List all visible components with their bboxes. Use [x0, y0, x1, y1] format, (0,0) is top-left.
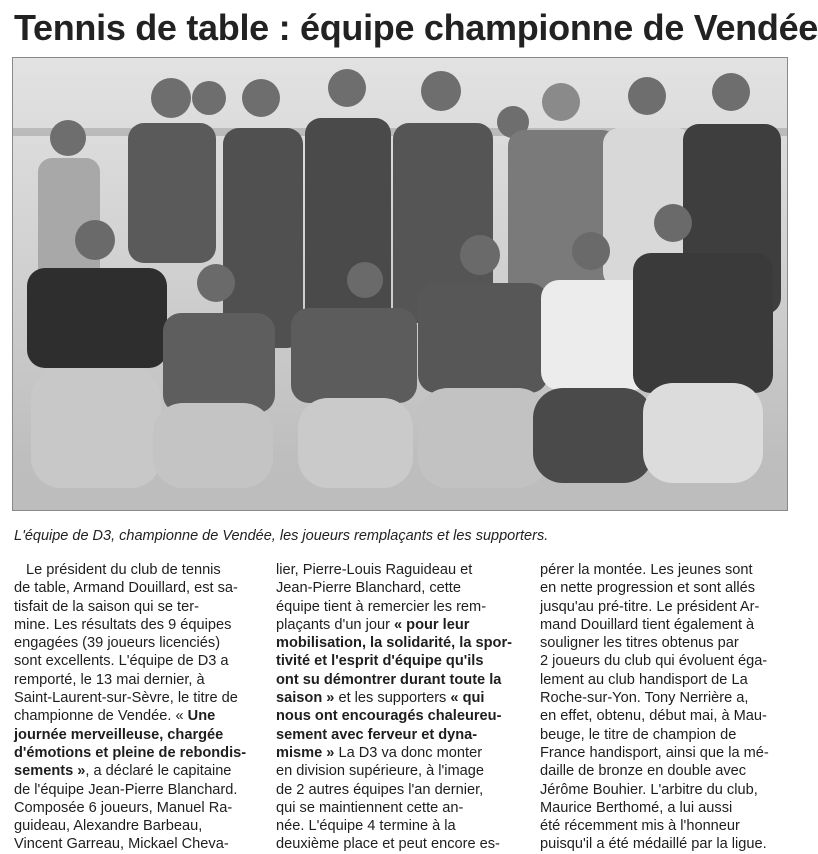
article-column-1 [14, 561, 264, 853]
text-line: nous ont encouragés chaleureu- [276, 708, 502, 725]
team-photo-illustration [13, 58, 787, 510]
text-line: lement au club handisport de La [540, 671, 748, 688]
text-line: Le président du club de tennis [26, 562, 221, 578]
text-line: sements », a déclaré le capitaine [14, 763, 232, 780]
article-column-2 [276, 561, 526, 853]
text-line: Composée 6 joueurs, Manuel Ra- [14, 799, 233, 816]
text-line: guideau, Alexandre Barbeau, [14, 818, 203, 835]
text-line: sement avec ferveur et dyna- [276, 726, 478, 743]
text-line: mand Douillard tient également à [540, 616, 755, 633]
text-line: mobilisation, la solidarité, la spor- [276, 635, 512, 652]
text-line: Jérôme Bouhier. L'arbitre du club, [540, 781, 758, 798]
text-line: en effet, obtenu, début mai, à Mau- [540, 708, 767, 725]
text-line: de 2 autres équipes l'an dernier, [276, 781, 484, 798]
text-line: Jean-Pierre Blanchard, cette [276, 580, 461, 597]
text-line: Roche-sur-Yon. Tony Nerrière a, [540, 690, 749, 707]
text-line: en division supérieure, à l'image [276, 763, 485, 780]
text-line: lier, Pierre-Louis Raguideau et [276, 562, 473, 578]
text-line: été récemment mis à l'honneur [540, 818, 740, 835]
text-line: d'émotions et pleine de rebondis- [14, 744, 247, 761]
text-line: qui se maintiennent cette an- [276, 799, 464, 816]
text-line: née. L'équipe 4 termine à la [276, 818, 456, 835]
text-line: en nette progression et sont allés [540, 580, 755, 597]
text-line: journée merveilleuse, chargée [14, 726, 224, 743]
text-line: tisfait de la saison qui se ter- [14, 598, 199, 615]
text-line: puisqu'il a été médaillé par la ligue. [540, 836, 767, 853]
text-line: tivité et l'esprit d'équipe qu'ils [276, 653, 484, 670]
text-line: équipe tient à remercier les rem- [276, 598, 487, 615]
text-line: 2 joueurs du club qui évoluent éga- [540, 653, 768, 670]
text-line: misme » La D3 va donc monter [276, 744, 483, 761]
text-line: souligner les titres obtenus par [540, 635, 739, 652]
article-headline: Tennis de table : équipe championne de Vendée [14, 7, 818, 48]
text-line: saison » et les supporters « qui [276, 690, 485, 707]
text-line: France handisport, ainsi que la mé- [540, 744, 769, 761]
text-line: Saint-Laurent-sur-Sèvre, le titre de [14, 690, 238, 707]
photo-caption: L'équipe de D3, championne de Vendée, les joueurs remplaçants et les supporters. [14, 528, 549, 544]
text-line: sont excellents. L'équipe de D3 a [14, 653, 229, 670]
text-line: remporté, le 13 mai dernier, à [14, 671, 205, 688]
text-line: de l'équipe Jean-Pierre Blanchard. [14, 781, 238, 798]
text-line: beuge, le titre de champion de [540, 726, 737, 743]
text-line: deuxième place et peut encore es- [276, 836, 500, 853]
text-line: jusqu'au pré-titre. Le président Ar- [540, 598, 760, 615]
text-line: engagées (39 joueurs licenciés) [14, 635, 221, 652]
text-line: Vincent Garreau, Mickael Cheva- [14, 836, 229, 853]
text-line: championne de Vendée. « Une [14, 708, 216, 725]
text-line: ont su démontrer durant toute la [276, 671, 502, 688]
text-line: pérer la montée. Les jeunes sont [540, 562, 753, 578]
text-line: plaçants d'un jour « pour leur [276, 616, 470, 633]
article-column-3 [540, 561, 790, 853]
team-photo [12, 57, 788, 511]
text-line: daille de bronze en double avec [540, 763, 747, 780]
text-line: mine. Les résultats des 9 équipes [14, 616, 232, 633]
text-line: Maurice Berthomé, a lui aussi [540, 799, 733, 816]
text-line: de table, Armand Douillard, est sa- [14, 580, 238, 597]
